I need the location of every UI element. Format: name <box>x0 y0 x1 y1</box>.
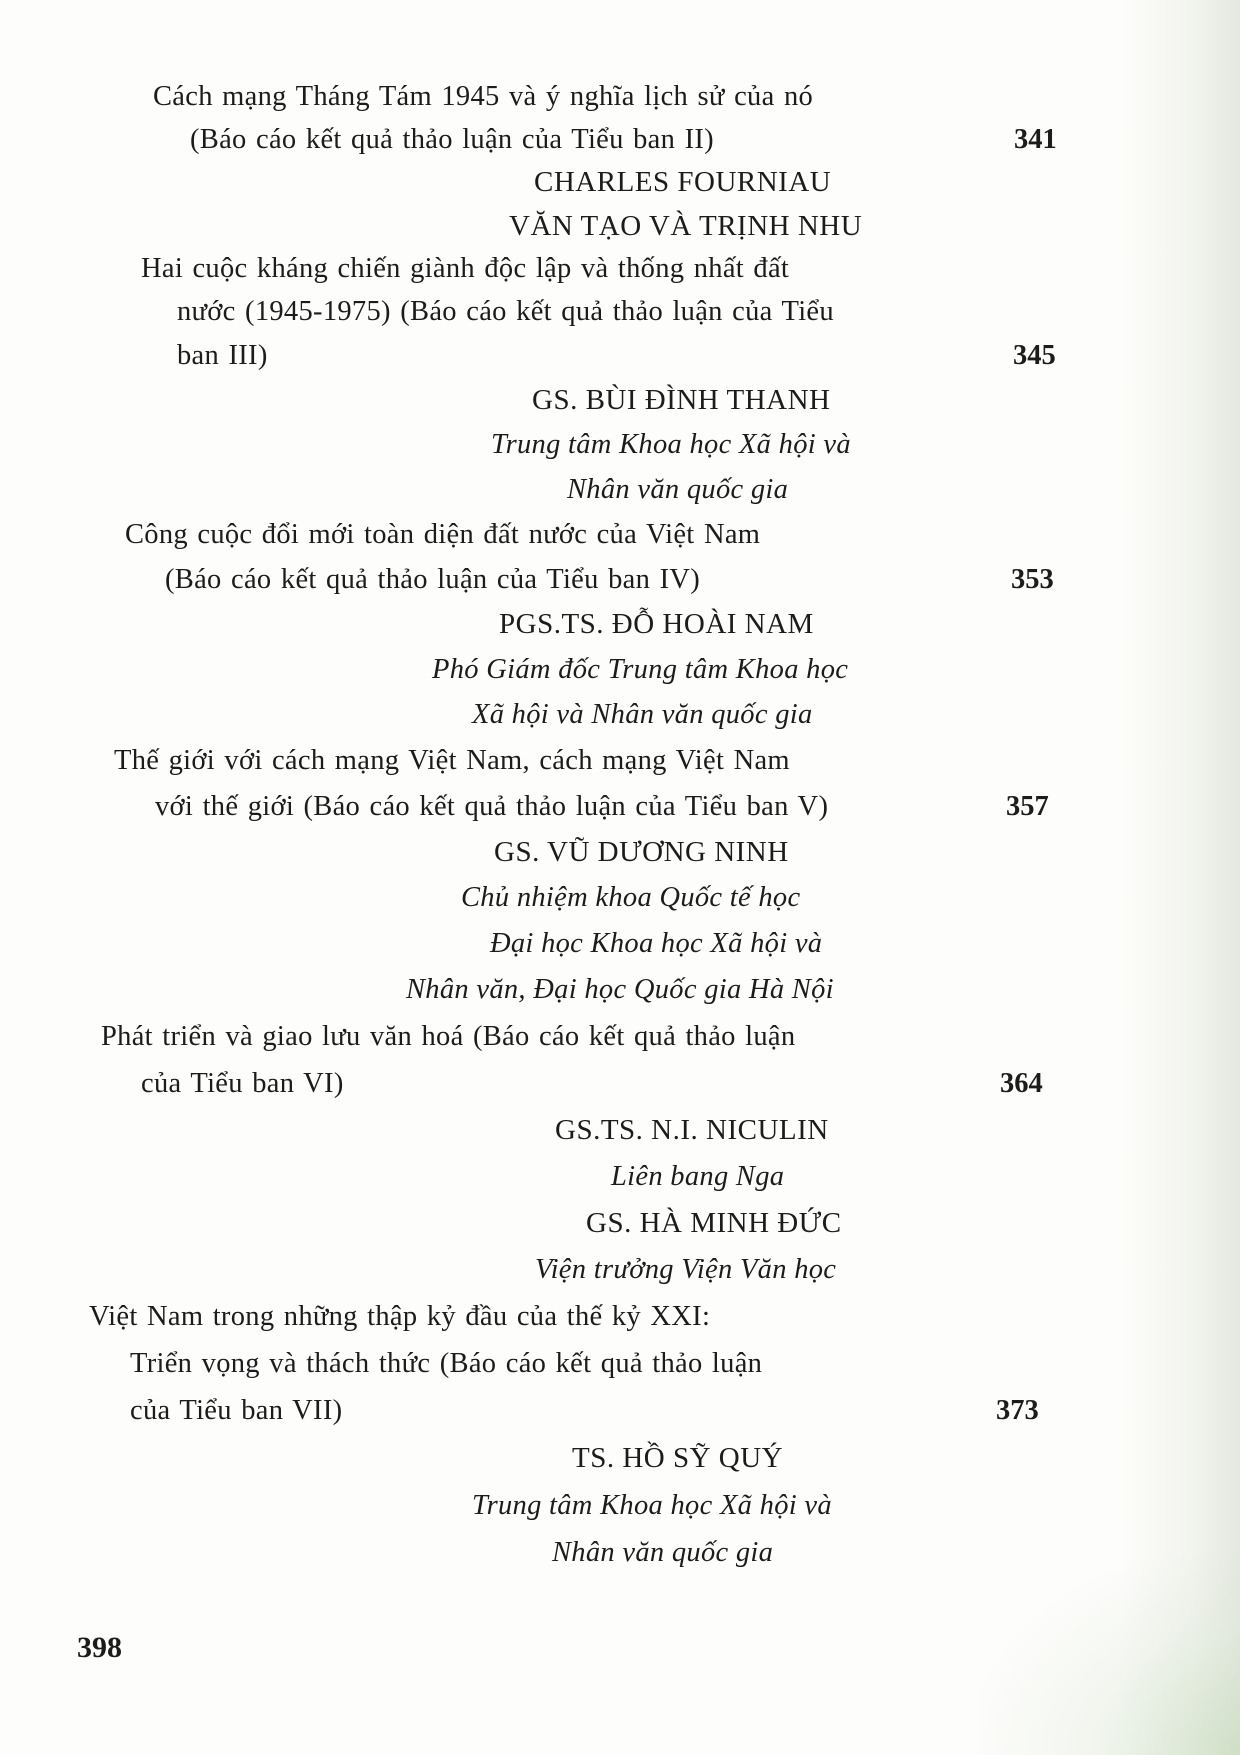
author-affiliation: Nhân văn quốc gia <box>552 1537 774 1568</box>
author-affiliation: Phó Giám đốc Trung tâm Khoa học <box>432 654 849 685</box>
entry-title-line: Phát triển và giao lưu văn hoá (Báo cáo kết quả thảo luận <box>101 1021 796 1052</box>
author-name: GS. VŨ DƯƠNG NINH <box>494 836 789 868</box>
entry-title-line: Thế giới với cách mạng Việt Nam, cách mạng Việt Nam <box>114 745 790 776</box>
entry-title-line: (Báo cáo kết quả thảo luận của Tiểu ban IV) <box>165 564 701 595</box>
entry-page-number: 345 <box>1013 340 1056 371</box>
author-name: GS. BÙI ĐÌNH THANH <box>532 384 831 416</box>
entry-title-line: (Báo cáo kết quả thảo luận của Tiểu ban II) <box>190 124 714 155</box>
footer-page-number: 398 <box>77 1631 122 1664</box>
author-name: CHARLES FOURNIAU <box>534 166 832 198</box>
author-affiliation: Đại học Khoa học Xã hội và <box>490 928 823 959</box>
entry-title-line: của Tiểu ban VII) <box>130 1395 343 1426</box>
author-affiliation: Trung tâm Khoa học Xã hội và <box>472 1490 832 1521</box>
author-affiliation: Trung tâm Khoa học Xã hội và <box>491 429 851 460</box>
author-affiliation: Viện trưởng Viện Văn học <box>535 1254 837 1285</box>
entry-page-number: 364 <box>1000 1068 1043 1099</box>
entry-title-line: Công cuộc đổi mới toàn diện đất nước của Việt Nam <box>125 519 761 550</box>
entry-page-number: 357 <box>1006 791 1049 822</box>
author-name: PGS.TS. ĐỖ HOÀI NAM <box>499 608 814 640</box>
entry-page-number: 353 <box>1011 564 1054 595</box>
author-name: GS.TS. N.I. NICULIN <box>555 1114 829 1146</box>
entry-title-line: nước (1945-1975) (Báo cáo kết quả thảo luận của Tiểu <box>177 296 834 327</box>
entry-title-line: Hai cuộc kháng chiến giành độc lập và thống nhất đất <box>141 253 790 284</box>
author-affiliation: Nhân văn quốc gia <box>567 474 789 505</box>
author-name: GS. HÀ MINH ĐỨC <box>586 1207 842 1239</box>
entry-title-line: với thế giới (Báo cáo kết quả thảo luận của Tiểu ban V) <box>155 791 829 822</box>
author-affiliation: Xã hội và Nhân văn quốc gia <box>472 699 813 730</box>
corner-glow <box>980 1555 1240 1755</box>
page-edge-shadow <box>1120 0 1240 1755</box>
entry-title-line: Việt Nam trong những thập kỷ đầu của thế kỷ XXI: <box>89 1301 711 1332</box>
author-name: VĂN TẠO VÀ TRỊNH NHU <box>509 210 863 242</box>
entry-title-line: Triển vọng và thách thức (Báo cáo kết quả thảo luận <box>130 1348 763 1379</box>
author-name: TS. HỒ SỸ QUÝ <box>572 1442 784 1474</box>
entry-page-number: 373 <box>996 1395 1039 1426</box>
entry-title-line: của Tiểu ban VI) <box>141 1068 344 1099</box>
author-affiliation: Liên bang Nga <box>611 1161 785 1192</box>
author-affiliation: Nhân văn, Đại học Quốc gia Hà Nội <box>406 974 834 1005</box>
author-affiliation: Chủ nhiệm khoa Quốc tế học <box>461 882 801 913</box>
entry-page-number: 341 <box>1014 124 1057 155</box>
entry-title-line: Cách mạng Tháng Tám 1945 và ý nghĩa lịch sử của nó <box>153 81 814 112</box>
entry-title-line: ban III) <box>177 340 268 371</box>
